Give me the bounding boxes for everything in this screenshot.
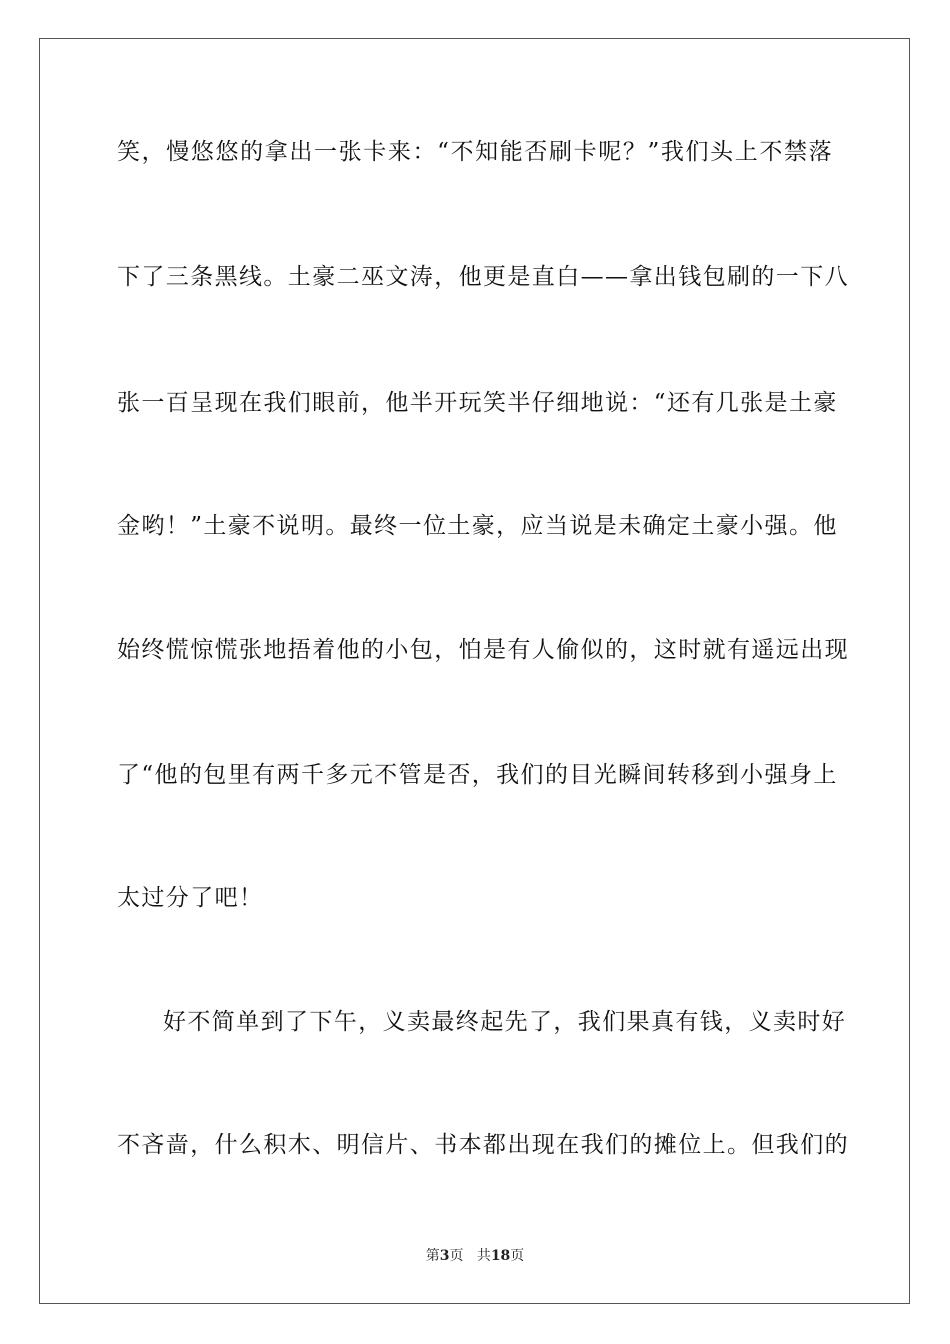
footer-total-unit: 页	[510, 1248, 525, 1264]
page-footer	[0, 1246, 950, 1266]
text-line-8: 好不简单到了下午，义卖最终起先了，我们果真有钱，义卖时好	[163, 1009, 847, 1035]
text-line-7: 太过分了吧！	[117, 885, 264, 911]
text-line-2: 下了三条黑线。土豪二巫文涛，他更是直白——拿出钱包刷的一下八	[117, 264, 849, 290]
footer-total-prefix: 共	[476, 1248, 491, 1264]
footer-prefix: 第	[425, 1248, 440, 1264]
footer-page-unit: 页	[449, 1248, 464, 1264]
current-page-number: 3	[439, 1248, 450, 1264]
text-line-4: 金哟！”土豪不说明。最终一位土豪，应当说是未确定土豪小强。他	[117, 513, 838, 539]
text-line-5: 始终慌惊慌张地捂着他的小包，怕是有人偷似的，这时就有遥远出现	[117, 637, 849, 663]
text-line-1: 笑，慢悠悠的拿出一张卡来：“不知能否刷卡呢？”我们头上不禁落	[117, 139, 833, 165]
page-border	[39, 38, 910, 1304]
text-line-9: 不吝啬，什么积木、明信片、书本都出现在我们的摊位上。但我们的	[117, 1132, 849, 1158]
text-line-3: 张一百呈现在我们眼前，他半开玩笑半仔细地说：“还有几张是土豪	[117, 390, 838, 416]
total-pages-number: 18	[490, 1248, 511, 1264]
text-line-6: 了“他的包里有两千多元不管是否，我们的目光瞬间转移到小强身上	[117, 762, 838, 788]
